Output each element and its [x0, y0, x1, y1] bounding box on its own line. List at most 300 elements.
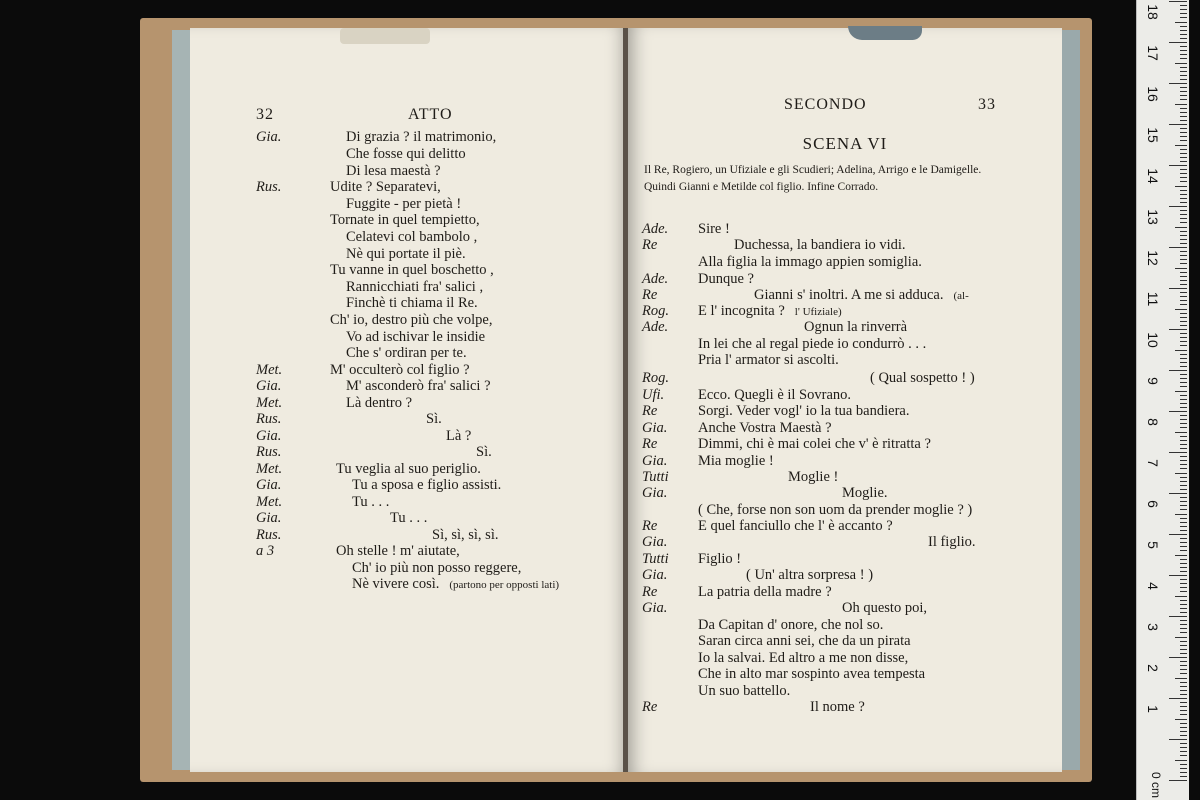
left-page: [190, 28, 628, 772]
ruler-tick: [1180, 296, 1187, 297]
ruler-tick: [1180, 50, 1187, 51]
ruler-tick: [1180, 559, 1187, 560]
verse-text: Celatevi col bambolo ,: [346, 229, 478, 245]
verse-text: ( Che, forse non son uom da prender moglie ? ): [698, 502, 973, 518]
ruler-tick: [1175, 63, 1187, 64]
verse-line: [698, 453, 774, 470]
ruler-tick: [1180, 341, 1187, 342]
verse-text: In lei che al regal piede io condurrò . . .: [698, 336, 927, 352]
ruler-tick: [1180, 649, 1187, 650]
verse-text: Sì, sì, sì, sì.: [432, 527, 499, 543]
ruler-tick: [1180, 407, 1187, 408]
verse-line: [432, 527, 498, 544]
page-tear: [848, 26, 922, 40]
verse-line: [346, 295, 478, 312]
ruler-tick: [1180, 304, 1187, 305]
verse-line: [352, 560, 521, 577]
ruler-tick: [1180, 608, 1187, 609]
ruler-tick: [1180, 485, 1187, 486]
scene-title: SCENA VI: [802, 134, 888, 153]
ruler-tick: [1180, 26, 1187, 27]
ruler-tick: [1180, 628, 1187, 629]
ruler-tick: [1180, 91, 1187, 92]
verse-text: Nè vivere così.: [352, 576, 440, 592]
ruler-tick: [1180, 149, 1187, 150]
verse-line: [698, 303, 842, 320]
ruler-number: 6: [1145, 500, 1161, 508]
ruler-tick: [1180, 272, 1187, 273]
verse-text: Sorgi. Veder vogl' io la tua bandiera.: [698, 403, 910, 419]
ruler-tick: [1180, 108, 1187, 109]
ruler-tick: [1180, 235, 1187, 236]
speaker-label: a 3: [256, 543, 275, 559]
ruler-tick: [1180, 436, 1187, 437]
ruler-tick: [1180, 395, 1187, 396]
verse-text: Moglie.: [842, 485, 888, 501]
page-header-right: SECONDO: [784, 96, 867, 113]
ruler-number: 8: [1145, 418, 1161, 426]
verse-line: [330, 179, 441, 196]
ruler-tick: [1180, 325, 1187, 326]
ruler-tick: [1180, 34, 1187, 35]
ruler-tick: [1180, 337, 1187, 338]
ruler-tick: [1180, 202, 1187, 203]
ruler-tick: [1180, 444, 1187, 445]
ruler-tick: [1180, 222, 1187, 223]
ruler-tick: [1180, 30, 1187, 31]
verse-text: Nè qui portate il piè.: [346, 246, 466, 262]
verse-text: Un suo battello.: [698, 683, 791, 699]
ruler-tick: [1180, 210, 1187, 211]
ruler-tick: [1175, 186, 1187, 187]
ruler-tick: [1180, 386, 1187, 387]
ruler-tick: [1180, 403, 1187, 404]
ruler-tick: [1169, 616, 1187, 617]
speaker-label: Met.: [256, 362, 283, 378]
ruler-tick: [1180, 354, 1187, 355]
ruler-number: 5: [1145, 541, 1161, 549]
ruler-tick: [1180, 345, 1187, 346]
ruler-tick: [1180, 317, 1187, 318]
verse-line: [698, 551, 741, 568]
ruler-tick: [1180, 665, 1187, 666]
ruler-tick: [1180, 58, 1187, 59]
ruler-tick: [1180, 522, 1187, 523]
ruler-tick: [1180, 116, 1187, 117]
ruler-tick: [1175, 678, 1187, 679]
ruler-tick: [1180, 632, 1187, 633]
ruler-tick: [1180, 366, 1187, 367]
verse-line: [346, 129, 496, 146]
ruler-tick: [1169, 657, 1187, 658]
ruler-tick: [1169, 411, 1187, 412]
ruler-tick: [1169, 206, 1187, 207]
verse-text: Anche Vostra Maestà ?: [698, 420, 832, 436]
ruler-tick: [1180, 755, 1187, 756]
ruler-tick: [1180, 460, 1187, 461]
ruler-tick: [1180, 120, 1187, 121]
speaker-label: Rus.: [256, 411, 282, 427]
speaker-label: Rog.: [642, 370, 669, 386]
verse-text: Là ?: [446, 428, 472, 444]
ruler-tick: [1180, 231, 1187, 232]
ruler-tick: [1180, 509, 1187, 510]
verse-line: [352, 477, 501, 494]
ruler-number: 16: [1145, 86, 1161, 102]
verse-line: [810, 699, 865, 716]
right-page: [628, 28, 1062, 772]
ruler-tick: [1180, 255, 1187, 256]
verse-text: Sire !: [698, 221, 730, 237]
ruler-tick: [1180, 743, 1187, 744]
ruler-tick: [1180, 292, 1187, 293]
ruler-tick: [1180, 382, 1187, 383]
ruler-tick: [1180, 5, 1187, 6]
speaker-label: Gia.: [642, 485, 668, 501]
speaker-label: Ade.: [642, 221, 669, 237]
speaker-label: Tutti: [642, 551, 669, 567]
speaker-label: Gia.: [642, 420, 668, 436]
ruler-tick: [1180, 747, 1187, 748]
verse-line: [870, 370, 975, 387]
ruler-tick: [1169, 329, 1187, 330]
speaker-label: Gia.: [256, 477, 282, 493]
page-number-left: 32: [256, 106, 274, 123]
ruler-tick: [1175, 268, 1187, 269]
verse-line: [476, 444, 492, 461]
ruler-number: 17: [1145, 45, 1161, 61]
verse-text: Dimmi, chi è mai colei che v' è ritratta ?: [698, 436, 931, 452]
ruler-tick: [1180, 538, 1187, 539]
verse-line: [698, 403, 909, 420]
verse-text: Vo ad ischivar le insidie: [346, 329, 486, 345]
verse-line: [698, 436, 931, 453]
speaker-label: Gia.: [642, 453, 668, 469]
speaker-label: Gia.: [256, 428, 282, 444]
speaker-label: Gia.: [256, 129, 282, 145]
verse-text: Rannicchiati fra' salici ,: [346, 279, 484, 295]
ruler-tick: [1180, 481, 1187, 482]
verse-line: [346, 395, 412, 412]
verse-line: [336, 543, 460, 560]
speaker-label: Ade.: [642, 271, 669, 287]
verse-text: Alla figlia la immago appien somiglia.: [698, 254, 922, 270]
verse-line: [698, 518, 893, 535]
ruler-tick: [1169, 1, 1187, 2]
ruler-tick: [1180, 690, 1187, 691]
speaker-label: Tutti: [642, 469, 669, 485]
verse-line: [346, 146, 466, 163]
ruler-tick: [1180, 128, 1187, 129]
ruler-tick: [1180, 641, 1187, 642]
verse-line: [336, 461, 481, 478]
ruler-tick: [1169, 698, 1187, 699]
ruler-tick: [1180, 251, 1187, 252]
ruler-tick: [1180, 194, 1187, 195]
ruler-tick: [1180, 87, 1187, 88]
stage-direction: l' Ufiziale): [794, 306, 842, 318]
verse-text: ( Qual sospetto ! ): [870, 370, 975, 386]
verse-line: [842, 600, 927, 617]
ruler-tick: [1180, 440, 1187, 441]
ruler-tick: [1180, 751, 1187, 752]
ruler-tick: [1169, 288, 1187, 289]
ruler-number: 11: [1145, 291, 1161, 307]
measuring-ruler: [1136, 0, 1189, 800]
verse-text: Ognun la rinverrà: [804, 319, 908, 335]
ruler-number: 14: [1145, 168, 1161, 184]
ruler-tick: [1180, 776, 1187, 777]
verse-text: Dunque ?: [698, 271, 754, 287]
verse-text: La patria della madre ?: [698, 584, 832, 600]
verse-text: Da Capitan d' onore, che nol so.: [698, 617, 884, 633]
speaker-label: Re: [642, 287, 658, 303]
verse-text: Duchessa, la bandiera io vidi.: [734, 237, 906, 253]
ruler-number: 3: [1145, 623, 1161, 631]
verse-line: [698, 336, 926, 353]
verse-text: Moglie !: [788, 469, 839, 485]
ruler-tick: [1180, 280, 1187, 281]
verse-text: M' asconderò fra' salici ?: [346, 378, 491, 394]
verse-line: [698, 666, 925, 683]
ruler-tick: [1180, 706, 1187, 707]
verse-line: [330, 262, 494, 279]
speaker-label: Gia.: [256, 510, 282, 526]
verse-line: [446, 428, 471, 445]
ruler-tick: [1175, 432, 1187, 433]
speaker-label: Rus.: [256, 179, 282, 195]
ruler-number: 10: [1145, 332, 1161, 348]
ruler-tick: [1180, 263, 1187, 264]
ruler-tick: [1180, 17, 1187, 18]
ruler-tick: [1180, 645, 1187, 646]
ruler-tick: [1180, 546, 1187, 547]
ruler-tick: [1180, 673, 1187, 674]
ruler-tick: [1180, 214, 1187, 215]
ruler-tick: [1180, 497, 1187, 498]
verse-line: [698, 221, 730, 238]
ruler-tick: [1180, 477, 1187, 478]
ruler-tick: [1180, 399, 1187, 400]
ruler-tick: [1180, 600, 1187, 601]
ruler-number: 18: [1145, 4, 1161, 20]
verse-text: Tornate in quel tempietto,: [330, 212, 480, 228]
speaker-label: Gia.: [642, 600, 668, 616]
ruler-tick: [1175, 104, 1187, 105]
speaker-label: Gia.: [642, 567, 668, 583]
ruler-tick: [1180, 276, 1187, 277]
verse-line: [788, 469, 838, 486]
ruler-tick: [1180, 624, 1187, 625]
ruler-tick: [1169, 370, 1187, 371]
ruler-tick: [1180, 563, 1187, 564]
verse-line: [698, 584, 832, 601]
ruler-tick: [1175, 309, 1187, 310]
verse-text: Di grazia ? il matrimonio,: [346, 129, 497, 145]
ruler-tick: [1180, 157, 1187, 158]
ruler-number: 15: [1145, 127, 1161, 143]
verse-line: [352, 494, 389, 511]
stage-direction: (partono per opposti lati): [449, 579, 560, 591]
verse-line: [698, 683, 790, 700]
ruler-tick: [1169, 575, 1187, 576]
ruler-tick: [1175, 637, 1187, 638]
verse-text: Il figlio.: [928, 534, 976, 550]
ruler-tick: [1180, 9, 1187, 10]
ruler-number: 7: [1145, 459, 1161, 467]
verse-text: Gianni s' inoltri. A me si adduca.: [754, 287, 944, 303]
ruler-tick: [1180, 169, 1187, 170]
verse-line: [698, 633, 911, 650]
ruler-tick: [1175, 391, 1187, 392]
verse-text: Oh questo poi,: [842, 600, 927, 616]
speaker-label: Re: [642, 584, 658, 600]
verse-line: [698, 420, 832, 437]
ruler-tick: [1180, 727, 1187, 728]
verse-line: [754, 287, 969, 304]
verse-text: Mia moglie !: [698, 453, 774, 469]
verse-line: [346, 229, 477, 246]
ruler-tick: [1180, 75, 1187, 76]
ruler-tick: [1180, 136, 1187, 137]
ruler-tick: [1180, 362, 1187, 363]
verse-text: E quel fanciullo che l' è accanto ?: [698, 518, 893, 534]
verse-text: Sì.: [476, 444, 492, 460]
ruler-number: 1: [1145, 705, 1161, 713]
speaker-label: Re: [642, 403, 658, 419]
speaker-label: Re: [642, 436, 658, 452]
ruler-tick: [1180, 243, 1187, 244]
ruler-tick: [1180, 714, 1187, 715]
ruler-tick: [1180, 661, 1187, 662]
verse-line: [698, 271, 754, 288]
ruler-tick: [1180, 583, 1187, 584]
ruler-tick: [1180, 284, 1187, 285]
verse-text: Ch' io, destro più che volpe,: [330, 312, 493, 328]
ruler-tick: [1180, 198, 1187, 199]
ruler-tick: [1180, 153, 1187, 154]
ruler-tick: [1180, 505, 1187, 506]
ruler-tick: [1180, 456, 1187, 457]
verse-text: Fuggite - per pietà !: [346, 196, 462, 212]
ruler-tick: [1180, 518, 1187, 519]
ruler-tick: [1180, 181, 1187, 182]
ruler-tick: [1180, 79, 1187, 80]
ruler-tick: [1180, 423, 1187, 424]
speaker-label: Ade.: [642, 319, 669, 335]
verse-text: Io la salvai. Ed altro a me non disse,: [698, 650, 909, 666]
ruler-tick: [1180, 686, 1187, 687]
ruler-tick: [1180, 259, 1187, 260]
ruler-tick: [1180, 321, 1187, 322]
page-header-left: ATTO: [408, 106, 453, 123]
verse-text: Tu vanne in quel boschetto ,: [330, 262, 494, 278]
ruler-number: 2: [1145, 664, 1161, 672]
speaker-label: Rog.: [642, 303, 669, 319]
ruler-tick: [1180, 764, 1187, 765]
verse-line: [698, 254, 922, 271]
ruler-tick: [1180, 501, 1187, 502]
verse-line: [346, 329, 485, 346]
ruler-tick: [1175, 719, 1187, 720]
ruler-tick: [1180, 772, 1187, 773]
verse-text: Udite ? Separatevi,: [330, 179, 441, 195]
speaker-label: Rus.: [256, 527, 282, 543]
verse-line: [698, 617, 883, 634]
ruler-tick: [1169, 739, 1187, 740]
speaker-label: Re: [642, 699, 658, 715]
verse-line: [698, 352, 839, 369]
ruler-tick: [1169, 83, 1187, 84]
ruler-tick: [1180, 604, 1187, 605]
ruler-tick: [1180, 427, 1187, 428]
ruler-tick: [1180, 415, 1187, 416]
ruler-tick: [1180, 579, 1187, 580]
verse-line: [346, 279, 483, 296]
ruler-tick: [1169, 452, 1187, 453]
ruler-tick: [1180, 333, 1187, 334]
ruler-tick: [1180, 190, 1187, 191]
speaker-label: Met.: [256, 395, 283, 411]
ruler-tick: [1169, 493, 1187, 494]
verse-line: [698, 387, 851, 404]
verse-line: [346, 196, 461, 213]
ruler-tick: [1180, 67, 1187, 68]
ruler-tick: [1175, 227, 1187, 228]
ruler-tick: [1180, 132, 1187, 133]
ruler-tick: [1180, 313, 1187, 314]
ruler-tick: [1180, 38, 1187, 39]
ruler-tick: [1169, 534, 1187, 535]
verse-text: Ch' io più non posso reggere,: [352, 560, 522, 576]
ruler-tick: [1180, 112, 1187, 113]
ruler-tick: [1180, 710, 1187, 711]
speaker-label: Gia.: [256, 378, 282, 394]
verse-line: [746, 567, 873, 584]
ruler-tick: [1175, 350, 1187, 351]
verse-text: Pria l' armator si ascolti.: [698, 352, 839, 368]
ruler-tick: [1169, 780, 1187, 781]
ruler-tick: [1175, 514, 1187, 515]
ruler-tick: [1180, 587, 1187, 588]
ruler-number: 4: [1145, 582, 1161, 590]
verse-line: [346, 246, 466, 263]
verse-text: Figlio !: [698, 551, 742, 567]
ruler-tick: [1175, 473, 1187, 474]
ruler-tick: [1180, 489, 1187, 490]
speaker-label: Re: [642, 518, 658, 534]
ruler-tick: [1180, 173, 1187, 174]
ruler-number: 12: [1145, 250, 1161, 266]
verse-text: Oh stelle ! m' aiutate,: [336, 543, 460, 559]
ruler-number: 13: [1145, 209, 1161, 225]
verse-text: Che fosse qui delitto: [346, 146, 466, 162]
page-number-right: 33: [978, 96, 996, 113]
verse-text: Tu veglia al suo periglio.: [336, 461, 481, 477]
verse-line: [842, 485, 888, 502]
ruler-tick: [1175, 145, 1187, 146]
verse-line: [346, 345, 467, 362]
speaker-label: Re: [642, 237, 658, 253]
ruler-tick: [1180, 358, 1187, 359]
speaker-label: Met.: [256, 494, 283, 510]
verse-text: Il nome ?: [810, 699, 865, 715]
ruler-tick: [1180, 550, 1187, 551]
ruler-tick: [1180, 140, 1187, 141]
speaker-label: Met.: [256, 461, 283, 477]
ruler-tick: [1180, 300, 1187, 301]
ruler-tick: [1180, 653, 1187, 654]
